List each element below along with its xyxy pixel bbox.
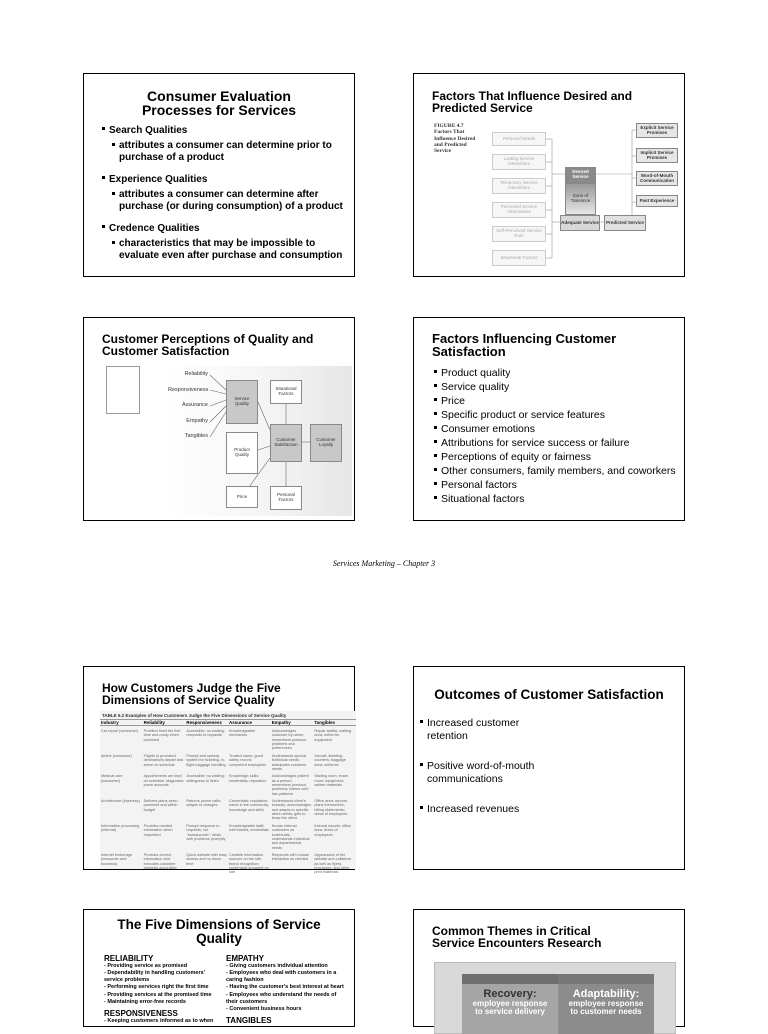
section-title: TANGIBLES (226, 1015, 272, 1025)
list-item: attributes a consumer can determine prior to purchase of a product (112, 140, 350, 164)
list-item: Price (434, 394, 684, 408)
service-quality-box: Service Quality (226, 380, 258, 424)
figure-caption: FIGURE 4.7 Factors That Influence Desired and Predicted Service (434, 123, 476, 155)
table-header: Industry Reliability Responsiveness Assurance Empathy Tangibles (100, 719, 356, 726)
list-item: Experience Qualities (102, 174, 350, 186)
diagram-box: Past Experience (636, 195, 678, 207)
dimension-label: Reliability (184, 371, 208, 377)
diagram-connectors (84, 318, 356, 522)
table-row: Internet brokerage (consumer and business) Provides correct information and executes customer requests accurately Quick website with easy access and no down time Credible information sources on the site; brand recognition; credentials apparent on site Responds with human interaction as needed Appearance of the website and collateral as well as flyers, brochures, and other print materials (101, 852, 351, 875)
personal-factors-box: Personal Factors (270, 486, 302, 510)
theme-box-adaptability (558, 974, 654, 1034)
table-row: Medical care (consumer) Appointments are kept on schedule; diagnoses prove accurate Accessible; no waiting; willingness to listen Knowledge; skills; credentials; reputation Acknowledges patient as a person; remembers previous problems; listens well; has patience Waiting room; exam room; equipment; written materials (101, 774, 348, 796)
theme-box-recovery (462, 974, 558, 1034)
bullet-list (420, 717, 670, 816)
list-item: - Providing services at the promised time (104, 992, 214, 999)
slide-title: The Five Dimensions of Service Quality (117, 917, 321, 946)
list-item: Credence Qualities (102, 223, 350, 235)
slide-title: How Customers Judge the Five Dimensions of Service Quality (102, 681, 281, 707)
dimension-label: Assurance (182, 402, 208, 408)
slide-common-themes (413, 909, 685, 1027)
theme-body: employee response to service delivery (472, 999, 548, 1017)
list-item: Service quality (434, 380, 684, 394)
list-item: - Keeping customers informed as to when (104, 1018, 214, 1025)
customer-loyalty-box: Customer Loyalty (310, 424, 342, 462)
list-item: - Employees who deal with customers in a caring fashion (226, 970, 348, 984)
diagram-box: Predicted Service (604, 215, 646, 231)
bullet-list (104, 1018, 214, 1025)
slide-title: Outcomes of Customer Satisfaction (434, 687, 664, 702)
price-box: Price (226, 486, 258, 508)
list-item: Other consumers, family members, and coworkers (434, 464, 684, 478)
slide-outcomes-satisfaction (413, 666, 685, 870)
table-row: Information processing (internal) Provides needed information when requested Prompt response to requests; not "bureaucratic"; deals with problems promptly Knowledgeable staff; well trained; credentials Knows internal customers as individuals; understands individual and departmental needs Internal reports; office area; dress of employees (101, 823, 352, 850)
diagram-box: Personal Needs (492, 132, 546, 146)
diagram-box: Adequate Service (560, 215, 600, 231)
list-item: Positive word-of-mouth communications (420, 760, 670, 786)
bullet-list (434, 366, 684, 506)
bullet-list (104, 963, 214, 1006)
situational-factors-box: Situational Factors (270, 380, 302, 404)
list-item: - Providing service as promised (104, 963, 214, 970)
list-item: - Convenient business hours (226, 1006, 348, 1013)
customer-satisfaction-box: Customer Satisfaction (270, 424, 302, 462)
list-item: Specific product or service features (434, 408, 684, 422)
dimension-label: Empathy (186, 417, 208, 424)
slide-title: Factors That Influence Desired and Predicted Service (432, 89, 633, 115)
bullet-list (226, 963, 348, 1013)
theme-head: Adaptability: (572, 988, 640, 1000)
list-item: Product quality (434, 366, 684, 380)
list-item: Increased revenues (420, 803, 670, 816)
page-footer: Services Marketing – Chapter 3 (332, 559, 436, 568)
diagram-box: Self-Perceived Service Role (492, 226, 546, 242)
list-item: characteristics that may be impossible to evaluate even after purchase and consumption (112, 238, 350, 262)
table-title: TABLE 5.2 Examples of How Customers Judge the Five Dimensions of Service Quality (102, 713, 287, 718)
diagram-box: Implicit Service Promises (636, 148, 678, 163)
list-item: Search Qualities (102, 125, 350, 137)
slide-desired-predicted-service (413, 73, 685, 277)
diagram-box: Situational Factors (492, 250, 546, 266)
dimension-label: Tangibles (184, 433, 208, 439)
dimensions-table (100, 711, 356, 875)
diagram-box: Temporary Service Intensifiers (492, 178, 546, 194)
list-item: - Having the customer's best interest at heart (226, 984, 348, 991)
list-item: Increased customer retention (420, 717, 670, 743)
diagram-box: Desired Service (565, 167, 596, 183)
diagram-box: Explicit Service Promises (636, 123, 678, 138)
theme-head: Recovery: (483, 988, 537, 1000)
diagram-box: Zone of Tolerance (565, 183, 596, 215)
list-item: - Performing services right the first time (104, 984, 214, 991)
list-item: Situational factors (434, 492, 684, 506)
diagram-box: Word-of-Mouth Communication (636, 171, 678, 186)
list-item: Personal factors (434, 478, 684, 492)
slide-perceptions-quality (83, 317, 355, 521)
list-item: - Giving customers individual attention (226, 963, 348, 970)
slide-five-dimensions (83, 909, 355, 1027)
table-row: Car repair (consumer) Problem fixed the first time and ready when promised Accessible; no waiting; responds to requests Knowledgeable mechanics Acknowledges customer by name; remembers previous problems and preferences Repair facility; waiting area; uniforms; equipment (101, 729, 352, 751)
dimension-label: Responsiveness (168, 386, 209, 393)
section-title: RESPONSIVENESS (104, 1008, 178, 1018)
table-row: Architecture (business) Delivers plans when promised and within budget Returns phone calls; adapts to changes Credentials; reputation; name in the community; knowledge and skills Understands client's industry; acknowledges and adapts to specific client needs; gets to know the client Office area; reports; plans themselves; billing statements; dress of employees (101, 799, 348, 821)
list-item: Consumer emotions (434, 422, 684, 436)
reliability-section (104, 954, 214, 1025)
slide-consumer-evaluation (83, 73, 355, 277)
list-item: - Maintaining error-free records (104, 999, 214, 1006)
slide-title: Customer Perceptions of Quality and Customer Satisfaction (102, 332, 314, 358)
diagram-box: Perceived Service Alternatives (492, 202, 546, 218)
diagram-box: Lasting Service Intensifiers (492, 154, 546, 170)
table-row: Airline (consumer) Flights to promised destinations depart and arrive on schedule Prompt and speedy system for ticketing, in-flight baggage handling Trusted name; good safety record; competent employees Understands special individual needs; anticipates customer needs Aircraft; ticketing counters; baggage area; uniforms (101, 753, 346, 771)
slide-title: Factors Influencing Customer Satisfaction (432, 331, 617, 359)
slide-judge-five-dimensions (83, 666, 355, 875)
empathy-section (226, 954, 348, 1025)
theme-body: employee response to customer needs (568, 999, 644, 1017)
list-item: Attributions for service success or failure (434, 436, 684, 450)
section-title: RELIABILITY (104, 954, 154, 963)
slide-title: Consumer Evaluation Processes for Services (141, 88, 297, 118)
list-item: - Employees who understand the needs of their customers (226, 992, 348, 1006)
slide-title: Common Themes in Critical Service Encounters Research (432, 924, 602, 950)
product-quality-box: Product Quality (226, 432, 258, 474)
slide-factors-satisfaction (413, 317, 685, 521)
list-item: attributes a consumer can determine after purchase (or during consumption) of a product (112, 189, 350, 213)
list-item: Perceptions of equity or fairness (434, 450, 684, 464)
list-item: - Dependability in handling customers' service problems (104, 970, 214, 984)
dimension-labels (168, 371, 208, 449)
bullet-list (102, 125, 350, 262)
section-title: EMPATHY (226, 954, 264, 963)
